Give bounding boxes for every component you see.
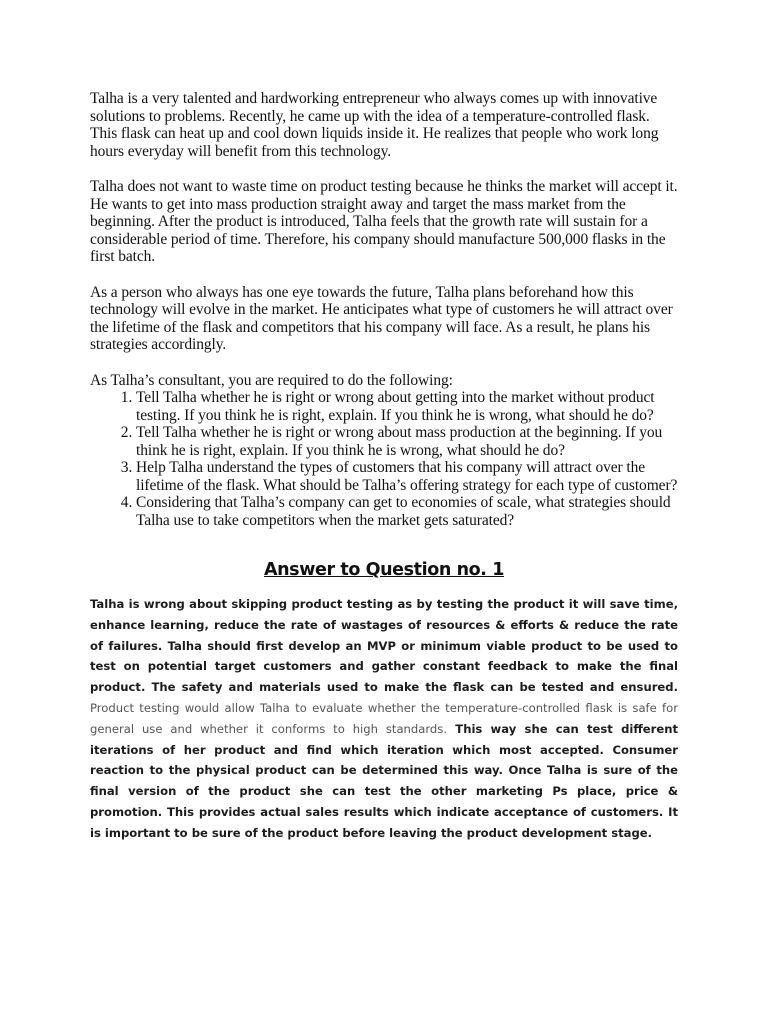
task-item: 4. Considering that Talha’s company can get to economies of scale, what strategies should Talha use to take competitors when the market gets saturated? <box>136 494 678 529</box>
task-item: 3. Help Talha understand the types of customers that his company will attract over the lifetime of the flask. What should be Talha’s offering strategy for each type of customer? <box>136 459 678 494</box>
task-item: 2. Tell Talha whether he is right or wrong about mass production at the beginning. If you think he is right, explain. If you think he is wrong, what should he do? <box>136 424 678 459</box>
paragraph-intro: Talha is a very talented and hardworking entrepreneur who always comes up with innovative solutions to problems. Recently, he came up with the idea of a temperature-controlled flask. This flask can heat up and cool down liquids inside it. He realizes that people who work long hours everyday will benefit from this technology. <box>90 90 659 160</box>
document-page <box>90 90 678 844</box>
answer-text-highlight: Product testing would allow Talha to evaluate whether the temperature-controlled flask is safe for general use and whether it conforms to high standards. <box>90 700 678 736</box>
answer-text-part1: Talha is wrong about skipping product testing as by testing the product it will save time, enhance learning, reduce the rate of wastages of resources & efforts & reduce the rate of failures. Talha should first develop an MVP or minimum viable product to be used to test on potential target customers and gather constant feedback to make the final product. The safety and materials used to make the flask can be tested and ensured. <box>90 597 678 695</box>
tasks-intro: As Talha’s consultant, you are required to do the following: <box>90 371 453 389</box>
task-list <box>90 389 678 529</box>
answer-paragraph <box>90 594 678 844</box>
answer-heading: Answer to Question no. 1 <box>263 560 504 580</box>
task-item: 1. Tell Talha whether he is right or wrong about getting into the market without product testing. If you think he is right, explain. If you think he is wrong, what should he do? <box>136 389 678 424</box>
answer-text-part3: This way she can test different iterations of her product and find which iteration which most accepted. Consumer reaction to the physical product can be determined this way. Once Talha is sure of the final version of the product she can test the other marketing Ps place, price & promotion. This provides actual sales results which indicate acceptance of customers. It is important to be sure of the product before leaving the product development stage. <box>90 721 678 840</box>
paragraph-testing: Talha does not want to waste time on product testing because he thinks the market will accept it. He wants to get into mass production straight away and target the mass market from the beginning. After the product is introduced, Talha feels that the growth rate will sustain for a considerable period of time. Therefore, his company should manufacture 500,000 flasks in the first batch. <box>90 178 678 265</box>
paragraph-future: As a person who always has one eye towards the future, Talha plans beforehand how this technology will evolve in the market. He anticipates what type of customers he will attract over the lifetime of the flask and competitors that his company will face. As a result, he plans his strategies accordingly. <box>90 283 673 353</box>
